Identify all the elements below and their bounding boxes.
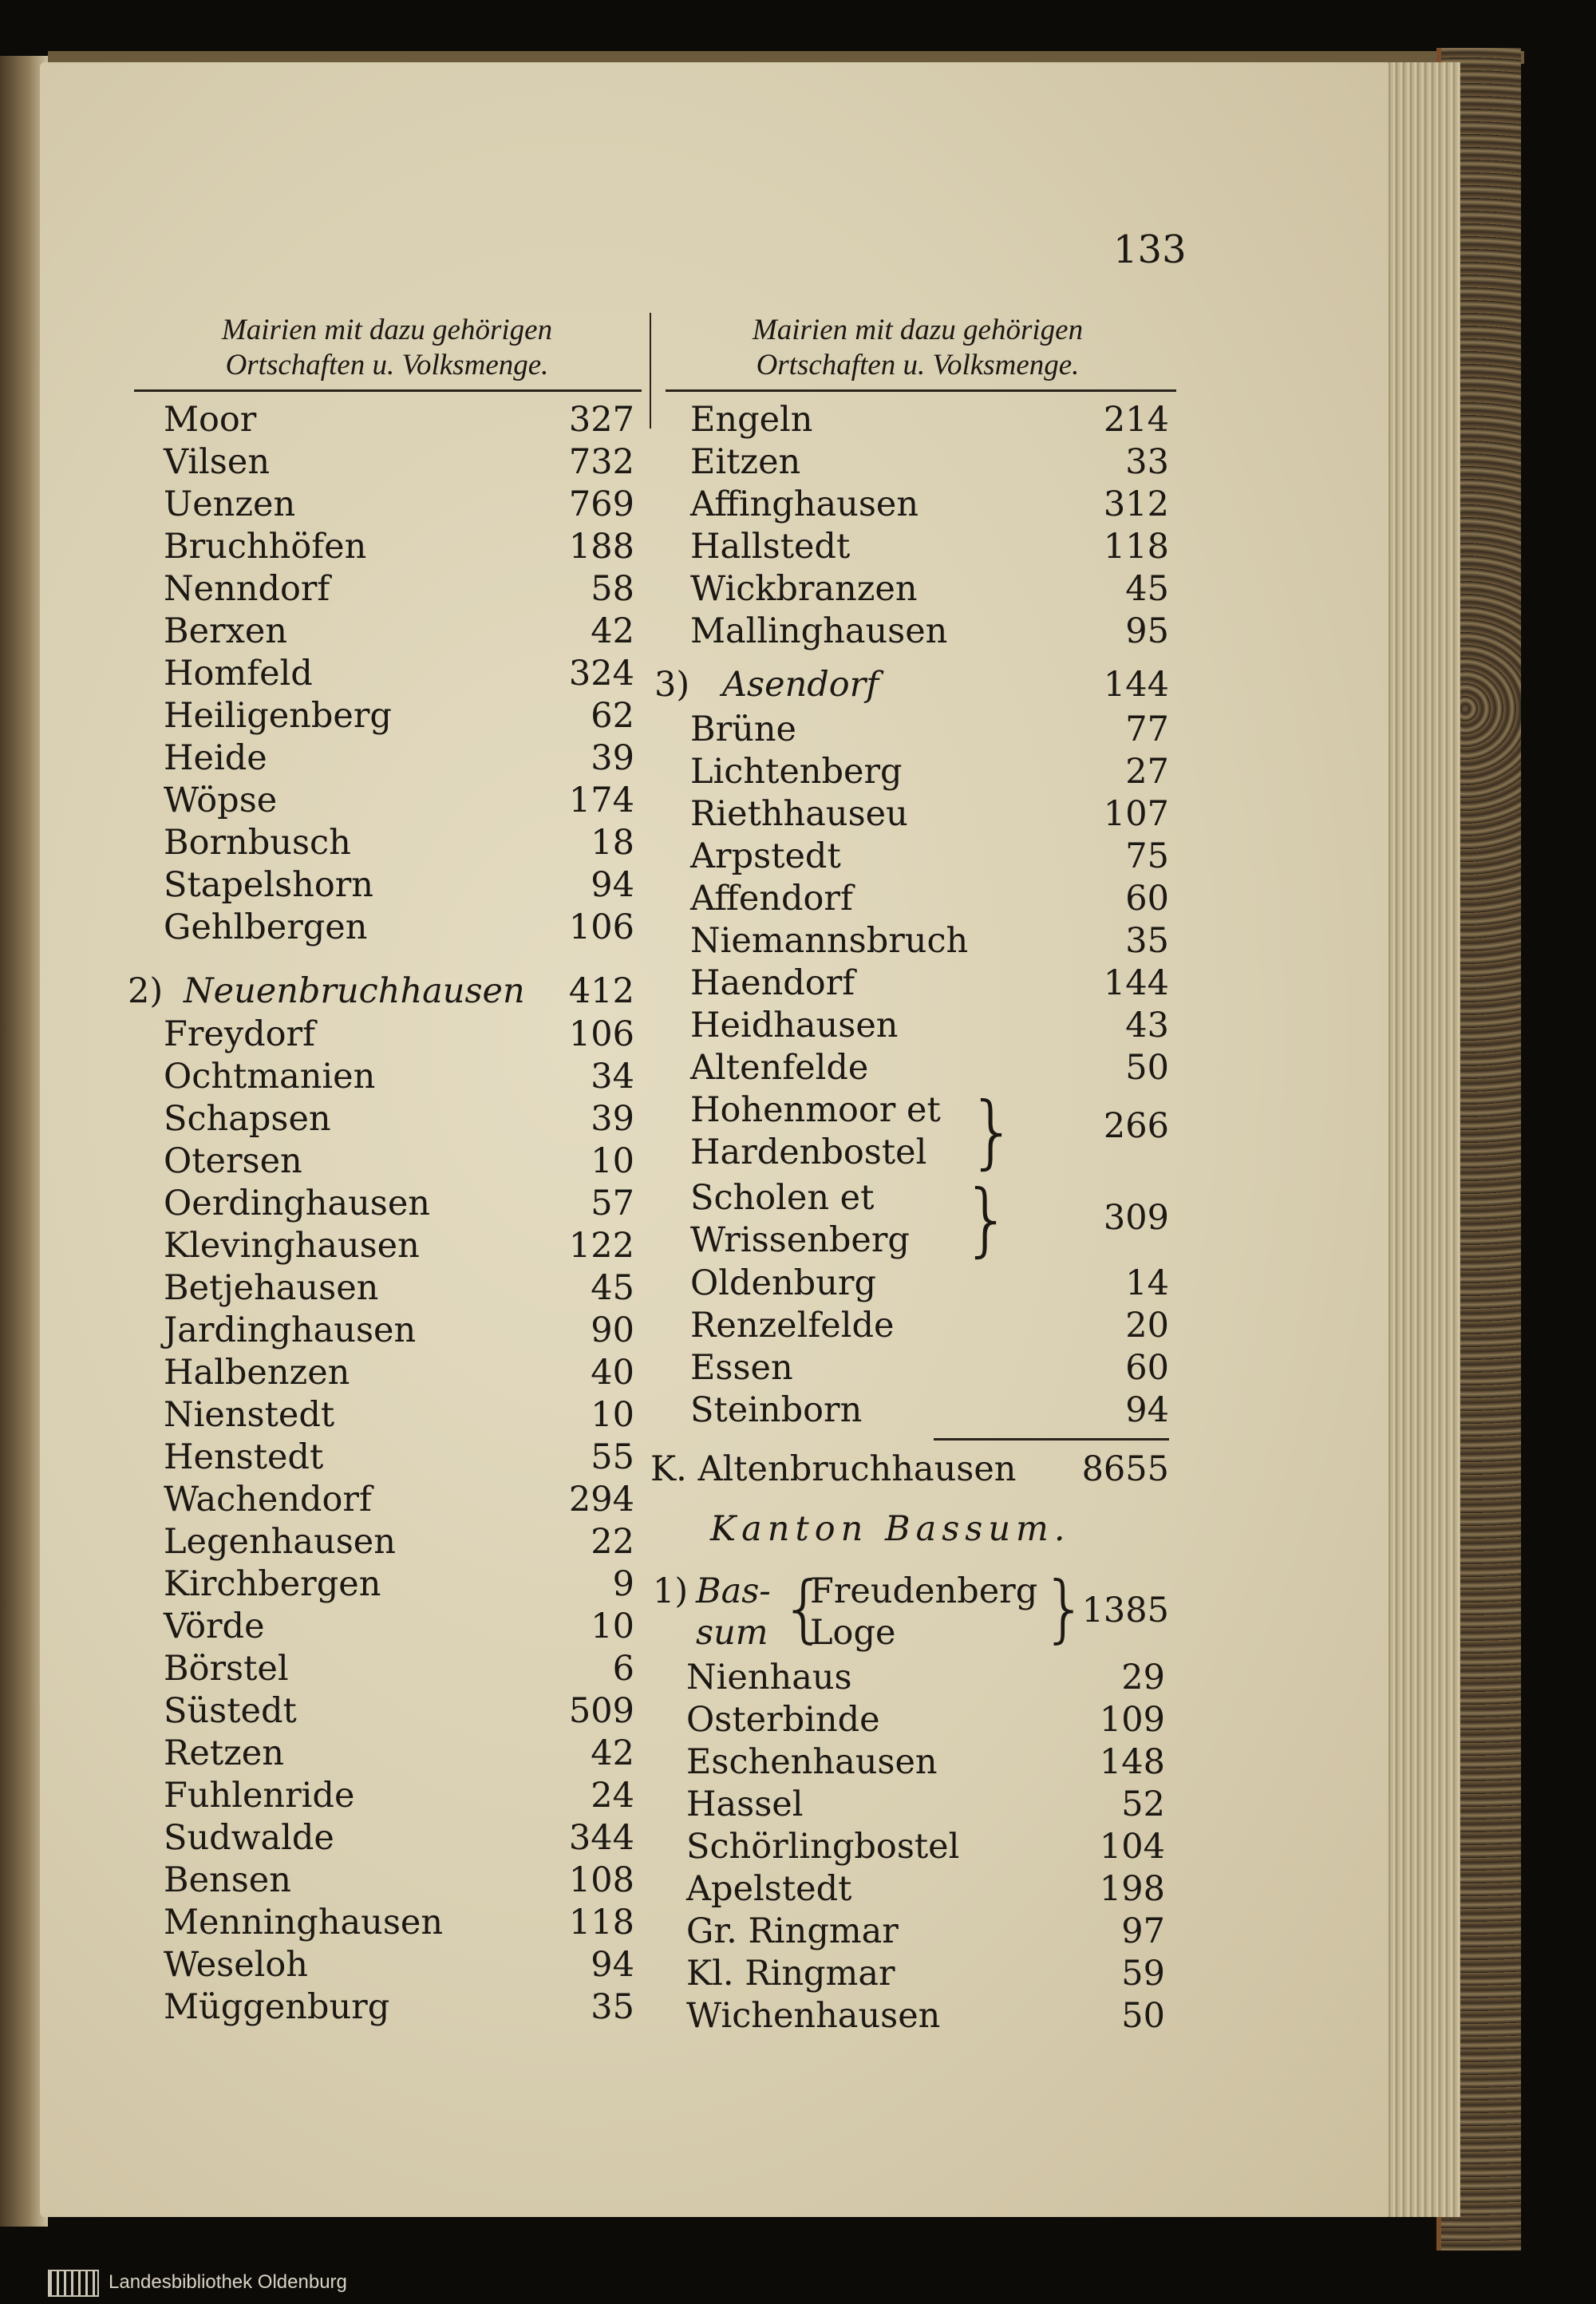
brace-glyph: } [1041, 1566, 1088, 1651]
brace-glyph: } [962, 1172, 1013, 1266]
library-credit: Landesbibliothek Oldenburg [109, 2271, 347, 2293]
header-divider [650, 313, 651, 429]
brace-glyph: { [780, 1566, 828, 1651]
sum-rule [934, 1438, 1169, 1440]
header-left-line2: Ortschaften u. Volksmenge. [225, 349, 549, 381]
header-right-line2: Ortschaften u. Volksmenge. [756, 349, 1080, 381]
header-rule-right [666, 389, 1176, 392]
header-right [662, 313, 1173, 383]
brace-glyph: } [967, 1085, 1018, 1178]
header-left-line1: Mairien mit dazu gehörigen [221, 314, 553, 346]
library-logo-icon [48, 2270, 99, 2297]
page-number: 133 [1113, 227, 1187, 272]
header-left [132, 313, 642, 383]
header-rule-left [134, 389, 642, 392]
header-right-line1: Mairien mit dazu gehörigen [752, 314, 1084, 346]
